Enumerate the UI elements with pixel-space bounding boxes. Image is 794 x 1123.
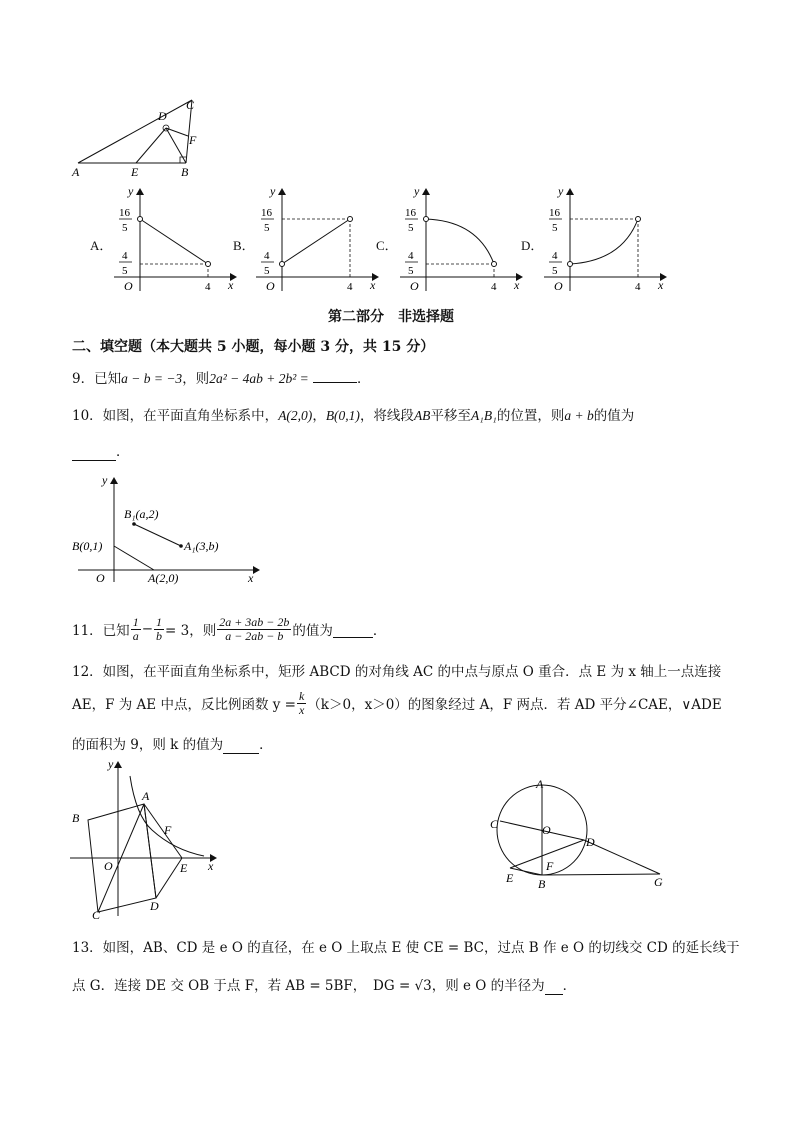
- q12-figure: [64, 756, 224, 921]
- fraction-expression: $\frac{2a + 3ab - 2b}{a - 2ab - b}$: [219, 615, 290, 643]
- option-d-graph[interactable]: [540, 185, 670, 295]
- svg-text:5: 5: [552, 222, 558, 234]
- answer-blank-9[interactable]: [313, 382, 357, 383]
- svg-text:y: y: [128, 185, 134, 198]
- label-e: E: [131, 165, 139, 179]
- svg-text:16: 16: [261, 207, 272, 219]
- svg-text:O: O: [96, 571, 105, 585]
- svg-text:O: O: [410, 279, 419, 293]
- option-d-label[interactable]: D．: [521, 238, 544, 253]
- svg-text:x: x: [514, 278, 520, 292]
- svg-text:5: 5: [264, 222, 270, 234]
- option-c-graph[interactable]: [396, 185, 526, 295]
- svg-text:4: 4: [264, 250, 270, 262]
- svg-text:5: 5: [408, 265, 414, 277]
- svg-text:E: E: [180, 861, 188, 875]
- fraction-k-over-x: $\frac{k}{x}$: [298, 689, 305, 717]
- svg-text:y: y: [108, 757, 114, 771]
- svg-text:O: O: [124, 279, 133, 293]
- fraction-1-over-b: $\frac{1}{b}$: [156, 615, 162, 643]
- svg-text:4: 4: [635, 281, 641, 293]
- section2-title: 二、填空题（本大题共 5 小题，每小题 3 分，共 15 分）: [72, 339, 435, 355]
- svg-text:5: 5: [122, 222, 128, 234]
- svg-text:F: F: [164, 823, 172, 837]
- question-11: 11．已知 $\frac{1}{a}$ − $\frac{1}{b}$ = 3，则 $\frac{2a + 3ab - 2b}{a - 2ab - b}$ 的值为 ．: [72, 615, 387, 643]
- triangle-figure: [68, 92, 208, 180]
- q10-figure: [68, 470, 268, 588]
- question-12-line3: 的面积为 9，则 k 的值为 ．: [72, 737, 273, 753]
- question-12-line2: AE，F 为 AE 中点，反比例函数 y = $\frac{k}{x}$ （k＞0，x＞0）的图象经过 A，F 两点．若 AD 平分∠CAE，∨ADE: [72, 689, 722, 717]
- svg-text:E: E: [506, 871, 514, 885]
- q13-figure: [486, 778, 676, 896]
- svg-text:x: x: [208, 859, 214, 873]
- part2-title: 第二部分 非选择题: [328, 309, 454, 325]
- svg-text:y: y: [558, 185, 564, 198]
- option-b-label[interactable]: B．: [233, 238, 255, 253]
- svg-text:C: C: [490, 817, 499, 831]
- question-9: 9．已知a − b = −3，则2a² − 4ab + 2b² = ．: [72, 371, 371, 387]
- question-10-line1: 10．如图，在平面直角坐标系中，A(2,0)，B(0,1)，将线段AB平移至A₁B₁的位置，则a + b的值为: [72, 408, 635, 424]
- svg-text:16: 16: [119, 207, 130, 219]
- answer-blank-10[interactable]: [72, 444, 116, 461]
- label-f: F: [189, 133, 197, 147]
- answer-blank-11[interactable]: [333, 621, 373, 638]
- svg-text:y: y: [102, 473, 108, 487]
- svg-text:F: F: [546, 859, 554, 873]
- svg-text:A₁(3,b): A₁(3,b): [184, 539, 219, 553]
- svg-text:D: D: [150, 899, 159, 913]
- svg-text:A(2,0): A(2,0): [148, 571, 179, 585]
- svg-text:x: x: [228, 278, 234, 292]
- svg-text:D: D: [586, 835, 595, 849]
- question-10-line2: ．: [72, 440, 130, 461]
- svg-text:4: 4: [491, 281, 497, 293]
- svg-text:y: y: [414, 185, 420, 198]
- question-12-line1: 12．如图，在平面直角坐标系中，矩形 ABCD 的对角线 AC 的中点与原点 O 重合．点 E 为 x 轴上一点连接: [72, 664, 722, 680]
- svg-text:O: O: [104, 859, 113, 873]
- svg-text:O: O: [266, 279, 275, 293]
- svg-text:C: C: [92, 908, 101, 921]
- svg-text:x: x: [658, 278, 664, 292]
- label-b: B: [181, 165, 189, 179]
- svg-text:A: A: [536, 778, 544, 791]
- option-c-label[interactable]: C．: [376, 238, 398, 253]
- svg-text:x: x: [370, 278, 376, 292]
- fraction-1-over-a: $\frac{1}{a}$: [132, 615, 139, 643]
- label-c: C: [186, 98, 195, 112]
- svg-text:5: 5: [264, 265, 270, 277]
- option-a-label[interactable]: A．: [90, 238, 113, 253]
- svg-text:5: 5: [408, 222, 414, 234]
- svg-text:B: B: [538, 877, 546, 891]
- svg-text:B: B: [72, 811, 80, 825]
- svg-text:y: y: [270, 185, 276, 198]
- svg-text:16: 16: [549, 207, 560, 219]
- svg-text:4: 4: [408, 250, 414, 262]
- svg-text:B(0,1): B(0,1): [72, 539, 103, 553]
- svg-text:4: 4: [205, 281, 211, 293]
- svg-text:5: 5: [122, 265, 128, 277]
- svg-text:O: O: [554, 279, 563, 293]
- svg-text:G: G: [654, 875, 663, 889]
- svg-text:4: 4: [347, 281, 353, 293]
- question-13-line2: 点 G．连接 DE 交 OB 于点 F，若 AB = 5BF， DG = √3，则 e O 的半径为 ．: [72, 978, 577, 994]
- label-d: D: [158, 109, 167, 123]
- svg-text:5: 5: [552, 265, 558, 277]
- option-a-graph[interactable]: [110, 185, 240, 295]
- answer-blank-13[interactable]: [545, 978, 563, 995]
- svg-text:A: A: [142, 789, 150, 803]
- svg-text:O: O: [542, 823, 551, 837]
- svg-text:16: 16: [405, 207, 416, 219]
- svg-text:4: 4: [552, 250, 558, 262]
- label-a: A: [72, 165, 80, 179]
- option-b-graph[interactable]: [252, 185, 382, 295]
- svg-text:B₁(a,2): B₁(a,2): [124, 507, 159, 521]
- svg-text:x: x: [248, 571, 254, 585]
- question-13-line1: 13．如图，AB、CD 是 e O 的直径，在 e O 上取点 E 使 CE = BC，过点 B 作 e O 的切线交 CD 的延长线于: [72, 940, 740, 956]
- answer-blank-12[interactable]: [223, 737, 259, 754]
- svg-text:4: 4: [122, 250, 128, 262]
